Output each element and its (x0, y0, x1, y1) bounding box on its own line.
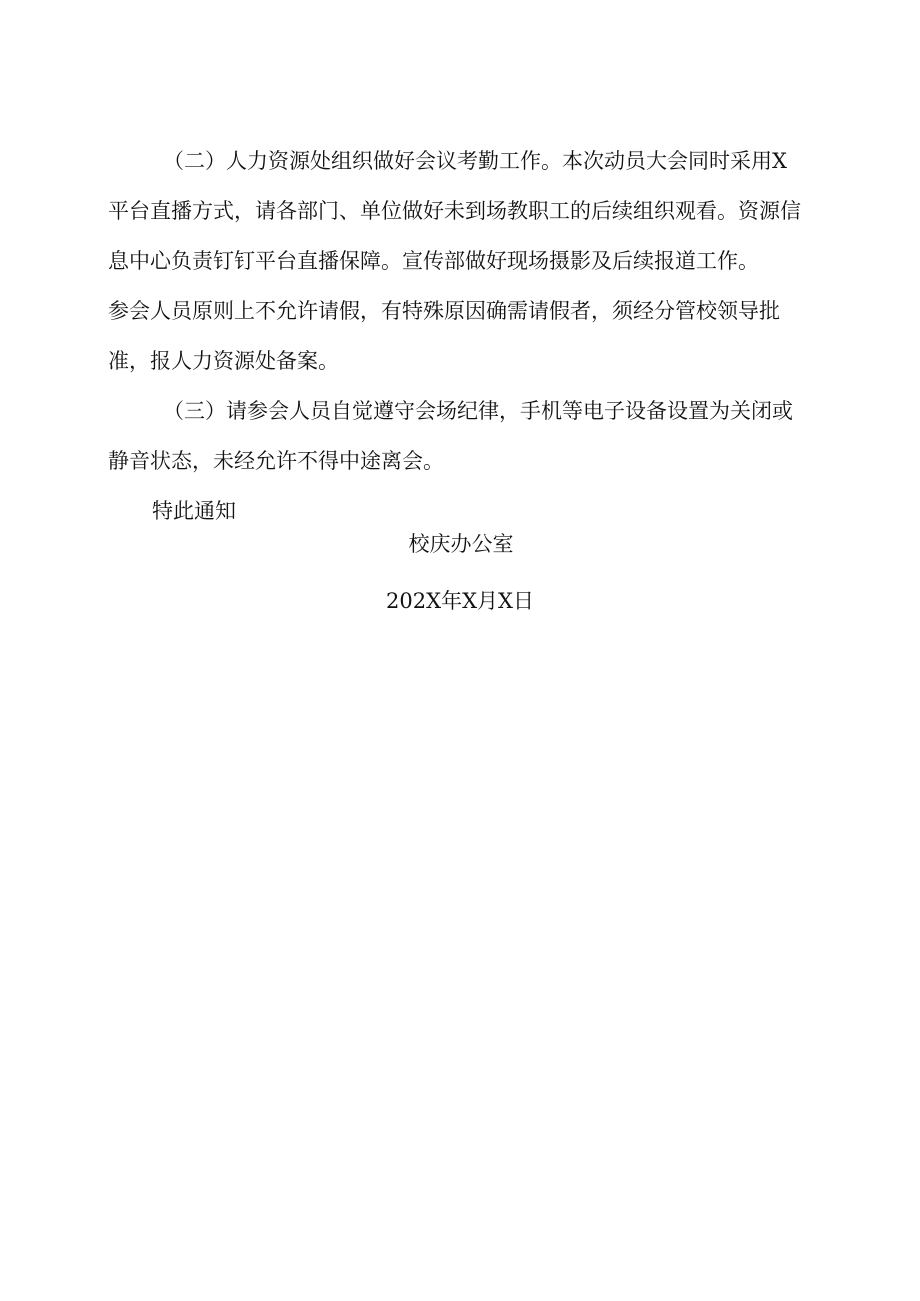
closing-text: 特此通知 (152, 499, 236, 523)
issue-date-text: 202X年X月X日 (386, 589, 534, 613)
paragraph-3-line-2: 静音状态，未经允许不得中途离会。 (108, 449, 444, 473)
paragraph-3-line-1: （三）请参会人员自觉遵守会场纪律，手机等电子设备设置为关闭或 (163, 399, 793, 423)
paragraph-2-line-2: 平台直播方式，请各部门、单位做好未到场教职工的后续组织观看。资源信 (108, 199, 801, 223)
issuer-name (0, 519, 920, 569)
document-body (108, 136, 813, 536)
paragraph-2-line-3: 息中心负责钉钉平台直播保障。宣传部做好现场摄影及后续报道工作。 (108, 249, 759, 273)
issuer-text: 校庆办公室 (408, 532, 514, 556)
leave-policy-line-2: 准，报人力资源处备案。 (108, 349, 339, 373)
paragraph-2-line-1: （二）人力资源处组织做好会议考勤工作。本次动员大会同时采用X (163, 149, 787, 173)
issue-date (0, 576, 920, 626)
leave-policy-line-1: 参会人员原则上不允许请假，有特殊原因确需请假者，须经分管校领导批 (108, 299, 780, 323)
